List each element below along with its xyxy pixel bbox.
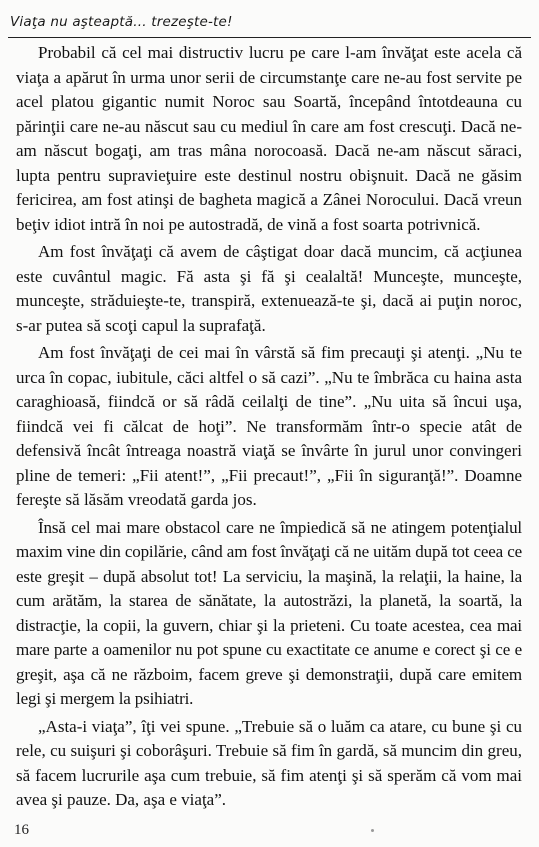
running-head: Viaţa nu aşteaptă... trezeşte-te! <box>10 14 233 30</box>
header-rule <box>8 37 531 38</box>
paragraph-5: „Asta-i viaţa”, îţi vei spune. „Trebuie să o luăm ca atare, cu bune şi cu rele, cu suişuri şi coborâşuri. Trebuie să fim în gardă, să muncim din greu, să facem lucrurile aşa cum trebuie, să fim atenţi şi să sperăm că vom mai avea şi pauze. Da, aşa e viaţa”. <box>16 716 522 809</box>
body-text <box>16 41 522 813</box>
paragraph-2: Am fost învăţaţi că avem de câştigat doar dacă muncim, că acţiunea este cuvântul magic. Fă asta şi fă şi cealaltă! Munceşte, munceşte, munceşte, străduieşte-te, transpiră, extenuează-te şi, dacă ai puţin noroc, s-ar putea să scoţi capul la suprafaţă. <box>16 242 522 335</box>
print-speck <box>371 829 374 832</box>
paragraph-3: Am fost învăţaţi de cei mai în vârstă să fim precauţi şi atenţi. „Nu te urca în copac, iubitule, căci altfel o să cazi”. „Nu te îmbrăca cu haina asta caraghioasă, fiindcă or să râdă ceilalţi de tine”. „Nu uita să încui uşa, fiindcă vei fi călcat de hoţi”. Ne transformăm într-o specie atât de defensivă încât întreaga noastră viaţă se învârte în jurul unor convingeri pline de temeri: „Fii atent!”, „Fii precaut!”, „Fii în siguranţă!”. Doamne fereşte să lăsăm vreodată garda jos. <box>16 343 522 509</box>
paragraph-4: Însă cel mai mare obstacol care ne împiedică să ne atingem potenţialul maxim vine din copilărie, când am fost învăţaţi că ne uităm după tot ceea ce este greşit – după absolut tot! La serviciu, la maşină, la relaţii, la haine, la cum arătăm, la starea de sănătate, la autostrăzi, la planetă, la soartă, la distracţie, la copii, la guvern, chiar şi la prieteni. Cu toate acestea, cea mai mare parte a oamenilor nu pot spune cu exactitate ce anume e corect şi ce e greşit, aşa că ne războim, facem greve şi demonstraţii, după care emitem legi şi mergem la psihiatri. <box>16 517 522 708</box>
page-number: 16 <box>14 822 29 838</box>
paragraph-1: Probabil că cel mai distructiv lucru pe care l-am învăţat este acela că viaţa a apărut în urma unor serii de circumstanţe care ne-au fost servite pe acel platou gigantic numit Noroc sau Soartă, începând întotdeauna cu părinţii care ne-au născut sau cu mediul în care am fost crescuţi. Dacă ne-am născut bogaţi, am tras mâna norocoasă. Dacă ne-am născut săraci, lupta pentru supravieţuire este destinul nostru obişnuit. Dacă ne găsim fericirea, am fost atinşi de bagheta magică a Zânei Norocului. Dacă vreun beţiv idiot intră în noi pe autostradă, de vină a fost soarta potrivnică. <box>16 43 522 234</box>
